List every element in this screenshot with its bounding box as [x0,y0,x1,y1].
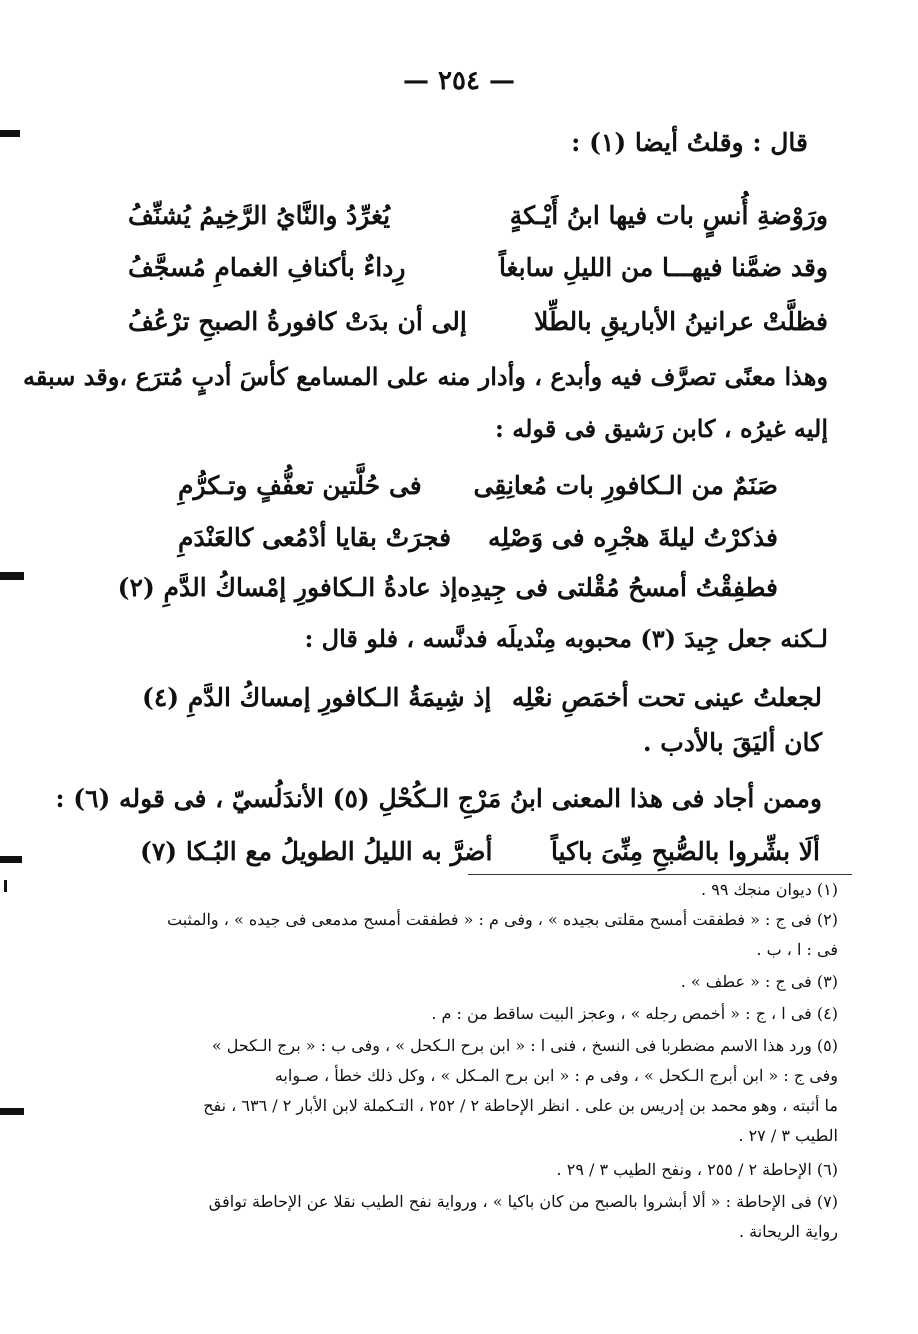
footnote-continuation: وفى ج : « ابن أبرج الـكحل » ، وفى م : « ابن برح المـكل » ، وكل ذلك خطأ ، صـوابه [274,1066,838,1085]
verse-line [117,562,778,602]
margin-mark [0,130,20,137]
footnote-continuation: ما أثبته ، وهو محمد بن إدريس بن على . انظر الإحاطة ٢ / ٢٥٢ ، التـكملة لابن الأبار ٢ / ٦٣٦ ، نفح [203,1096,838,1115]
verse-line [178,512,778,552]
prose-line: لـكنه جعل جِيدَ (٣) محبوبه مِنْديلَه فدنَّسه ، فلو قال : [304,624,828,653]
footnote-continuation: فى : ا ، ب . [756,940,838,959]
prose-line: وممن أجاد فى هذا المعنى ابنُ مَرْجِ الـكُحْلِ (٥) الأندَلُسيّ ، فى قوله (٦) : [55,784,822,813]
margin-mark [4,880,7,892]
footnote: (٣) فى ج : « عطف » . [680,972,838,991]
margin-mark [0,572,24,580]
footnote-continuation: الطيب ٣ / ٢٧ . [738,1126,838,1145]
hemistich-second: يُغرِّدُ والنَّايُ الرَّخِيمُ يُشنِّفُ [128,201,391,230]
footnote: (٦) الإحاطة ٢ / ٢٥٥ ، ونفح الطيب ٣ / ٢٩ . [556,1160,838,1179]
footnote: (٥) ورد هذا الاسم مضطربا فى النسخ ، فنى ا : « ابن برح الـكحل » ، وفى ب : « برج الـكحل » [211,1036,838,1055]
hemistich-first: لجعلتُ عينى تحت أخمَصِ نعْلِه [511,683,822,712]
footnote: (٤) فى ا ، ج : « أخمص رجله » ، وعجز البيت ساقط من : م . [431,1004,838,1023]
hemistich-second: أضرَّ به الليلُ الطويلُ مع البُـكا (٧) [140,837,493,866]
hemistich-first: فطفِقْتُ أمسحُ مُقْلتى فى جِيدِه [457,573,778,602]
hemistich-second: فى حُلَّتين تعفُّفٍ وتـكرُّمِ [178,471,422,500]
verse-line [140,826,820,866]
intro-line: قال : وقلتُ أيضا (١) : [571,128,808,157]
prose-line: وهذا معنًى تصرَّف فيه وأبدع ، وأدار منه على المسامع كأسَ أدبٍ مُترَع ،وقد سبقه [22,362,828,391]
footnote: (٢) فى ج : « فطفقت أمسح مقلتى بجيده » ، وفى م : « فطفقت أمسح مدمعى فى جيده » ، والمثبت [166,910,838,929]
margin-mark [0,856,22,863]
verse-line [128,190,828,230]
footnote: (١) ديوان منجك ٩٩ . [701,880,838,899]
prose-line: إليه غيرُه ، كابن رَشيق فى قوله : [495,414,828,443]
hemistich-first: فظلَّتْ عرانينُ الأباريقِ بالطِّلا [534,307,828,336]
page-number: — ٢٥٤ — [402,66,516,96]
hemistich-first: فذكرْتُ ليلةَ هجْرِه فى وَصْلِه [488,523,778,552]
verse-line [178,460,778,500]
verse-line [128,242,828,282]
hemistich-first: وقد ضمَّنا فيهـــا من الليلِ سابغاً [498,253,828,282]
prose-line: كان أليَقَ بالأدب . [642,728,822,757]
hemistich-first: ألَا بشِّروا بالصُّبحِ مِنِّىَ باكياً [550,837,820,866]
footnote-continuation: رواية الريحانة . [738,1222,838,1241]
hemistich-second: إلى أن بدَتْ كافورةُ الصبحِ ترْعُفُ [128,307,467,336]
hemistich-first: صَنَمٌ من الـكافورِ بات مُعانِقِى [473,471,778,500]
margin-mark [0,1108,24,1115]
verse-line [142,672,822,712]
hemistich-first: ورَوْضةِ أُنسٍ بات فيها ابنُ أَيْـكةٍ [509,201,828,230]
footnote-separator [468,874,852,875]
footnote: (٧) فى الإحاطة : « ألا أبشروا بالصبح من كان باكيا » ، ورواية نفح الطيب نقلا عن الإحاطة توافق [208,1192,838,1211]
hemistich-second: إذ شِيمَةُ الـكافورِ إمساكُ الدَّمِ (٤) [142,683,492,712]
verse-line [128,296,828,336]
hemistich-second: رِداءٌ بأكنافِ الغمامِ مُسجَّفُ [128,253,406,282]
hemistich-second: فجرَتْ بقايا أدْمُعى كالعَنْدَمِ [178,523,452,552]
hemistich-second: إذ عادةُ الـكافورِ إمْساكُ الدَّمِ (٢) [117,573,458,602]
